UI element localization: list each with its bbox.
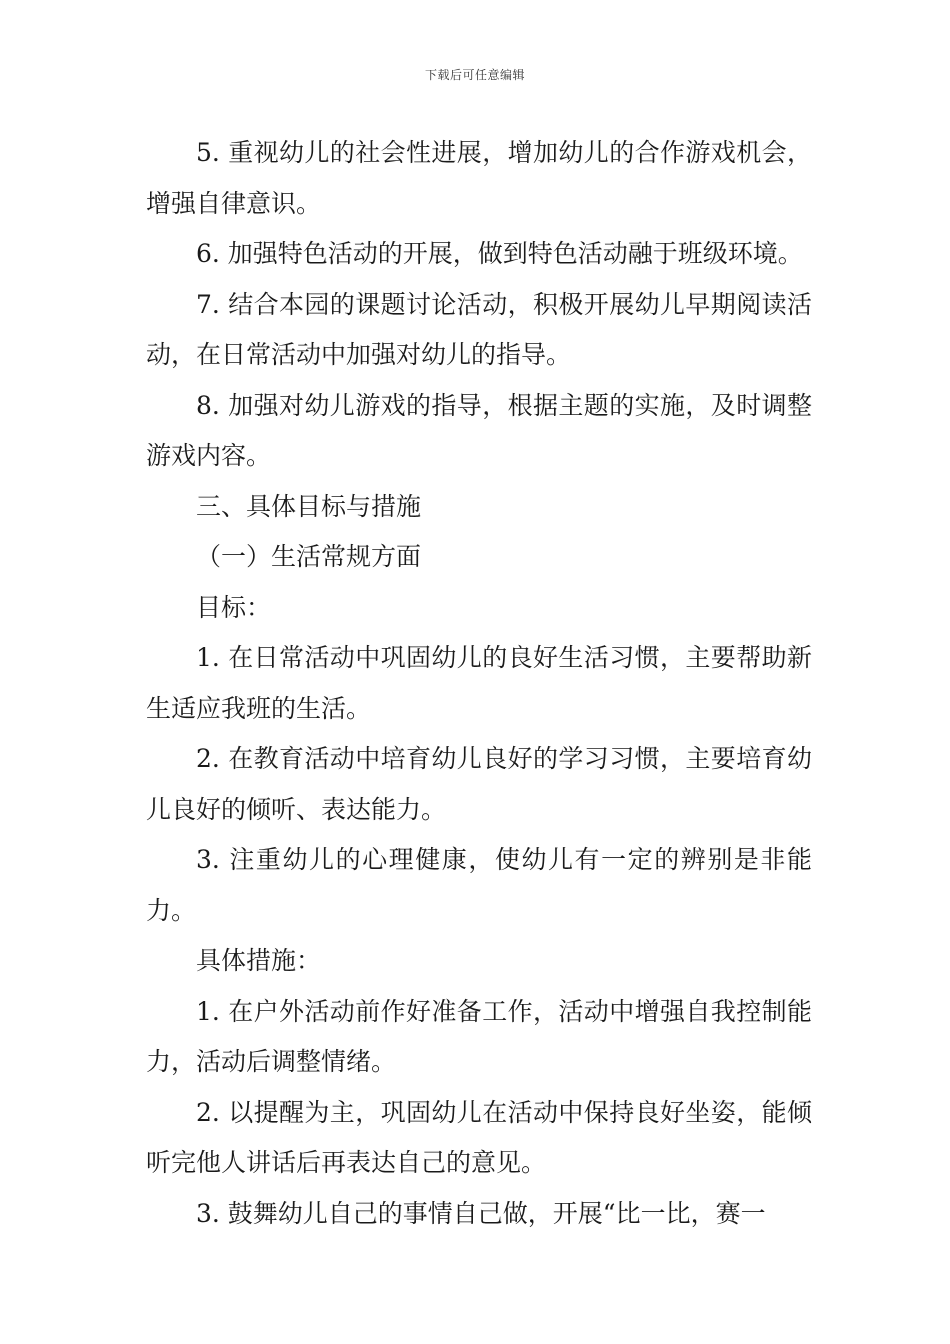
paragraph: 6. 加强特色活动的开展，做到特色活动融于班级环境。 (196, 239, 803, 268)
document-body (146, 128, 812, 1239)
section-heading: 三、具体目标与措施 (196, 491, 422, 521)
paragraph: 2. 在教育活动中培育幼儿良好的学习习惯，主要培育幼儿良好的倾听、表达能力。 (146, 744, 812, 824)
paragraph: 5. 重视幼儿的社会性进展，增加幼儿的合作游戏机会，增强自律意识。 (146, 138, 812, 218)
paragraph: 2. 以提醒为主，巩固幼儿在活动中保持良好坐姿，能倾听完他人讲话后再表达自己的意见。 (146, 1097, 812, 1177)
paragraph: 8. 加强对幼儿游戏的指导，根据主题的实施，及时调整游戏内容。 (146, 390, 812, 470)
page-header: 下载后可任意编辑 (424, 68, 525, 82)
paragraph: 1. 在日常活动中巩固幼儿的良好生活习惯，主要帮助新生适应我班的生活。 (146, 643, 812, 723)
paragraph: 3. 鼓舞幼儿自己的事情自己做，开展“比一比，赛一 (196, 1198, 766, 1228)
measures-label: 具体措施： (196, 946, 322, 975)
paragraph: 1. 在户外活动前作好准备工作，活动中增强自我控制能力，活动后调整情绪。 (146, 996, 812, 1076)
subsection-heading: （一）生活常规方面 (196, 542, 422, 571)
paragraph: 3. 注重幼儿的心理健康，使幼儿有一定的辨别是非能力。 (146, 845, 812, 925)
paragraph: 7. 结合本园的课题讨论活动，积极开展幼儿早期阅读活动，在日常活动中加强对幼儿的指导。 (146, 289, 812, 369)
goals-label: 目标： (196, 592, 272, 622)
